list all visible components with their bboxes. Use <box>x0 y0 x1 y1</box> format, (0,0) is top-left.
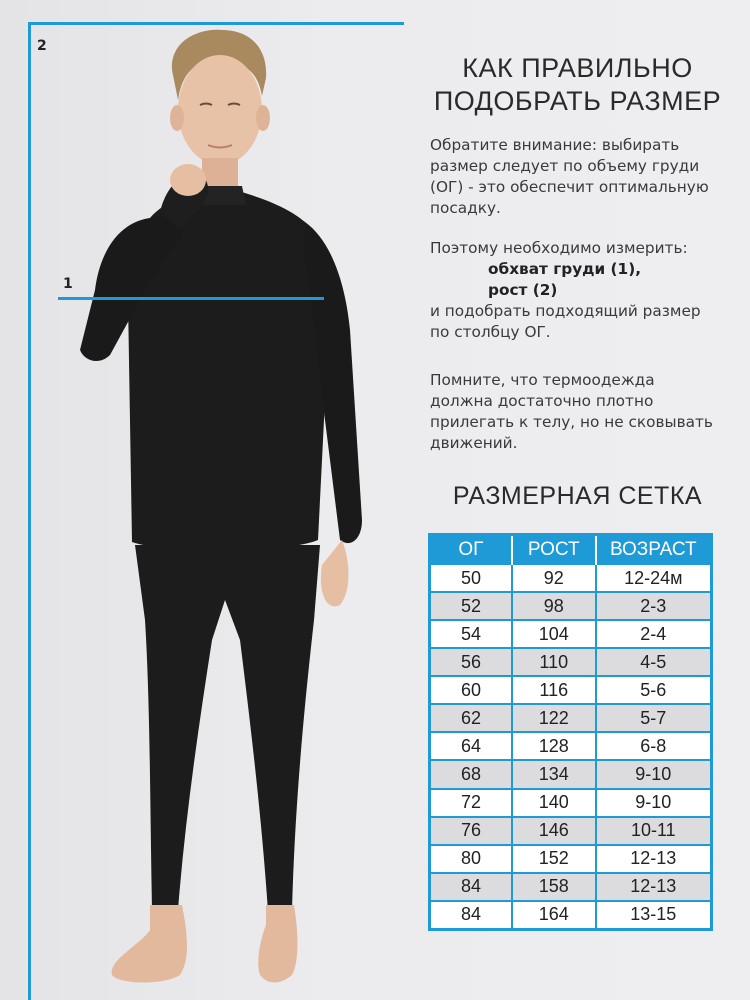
chest-cell: 72 <box>431 789 512 817</box>
table-row <box>431 901 710 928</box>
table-row <box>431 592 710 620</box>
intro-line: посадку. <box>430 199 501 217</box>
reminder-line: прилегать к телу, но не сковывать <box>430 413 713 431</box>
height-measure-item: рост (2) <box>488 281 558 299</box>
column-header-chest: ОГ <box>431 536 512 564</box>
height-cell: 134 <box>512 760 596 788</box>
height-cell: 140 <box>512 789 596 817</box>
height-cell: 128 <box>512 732 596 760</box>
reminder-line: движений. <box>430 434 518 452</box>
table-row <box>431 676 710 704</box>
age-cell: 10-11 <box>596 817 710 845</box>
height-cell: 146 <box>512 817 596 845</box>
size-chart-table <box>428 533 713 931</box>
table-row <box>431 845 710 873</box>
measure-paragraph <box>430 238 740 343</box>
reminder-line: должна достаточно плотно <box>430 392 654 410</box>
chest-cell: 50 <box>431 564 512 592</box>
chest-cell: 56 <box>431 648 512 676</box>
measure-line: Поэтому необходимо измерить: <box>430 239 688 257</box>
table-header-row <box>431 536 710 564</box>
size-chart-title: РАЗМЕРНАЯ СЕТКА <box>452 482 703 510</box>
page-title <box>410 52 745 118</box>
chest-cell: 62 <box>431 704 512 732</box>
height-cell: 164 <box>512 901 596 928</box>
chest-cell: 52 <box>431 592 512 620</box>
age-cell: 12-13 <box>596 845 710 873</box>
intro-paragraph <box>430 135 740 219</box>
height-cell: 92 <box>512 564 596 592</box>
age-cell: 9-10 <box>596 789 710 817</box>
height-measure-line <box>28 22 31 1000</box>
reminder-line: Помните, что термоодежда <box>430 371 655 389</box>
chest-marker-label: 1 <box>63 276 73 292</box>
height-cell: 110 <box>512 648 596 676</box>
chest-cell: 68 <box>431 760 512 788</box>
height-marker-label: 2 <box>37 38 47 54</box>
chest-cell: 84 <box>431 873 512 901</box>
height-cell: 98 <box>512 592 596 620</box>
column-header-age: ВОЗРАСТ <box>596 536 710 564</box>
chest-cell: 60 <box>431 676 512 704</box>
intro-line: размер следует по объему груди <box>430 157 700 175</box>
age-cell: 5-7 <box>596 704 710 732</box>
page-title-line2: ПОДОБРАТЬ РАЗМЕР <box>433 86 722 116</box>
chest-cell: 64 <box>431 732 512 760</box>
table-row <box>431 704 710 732</box>
age-cell: 6-8 <box>596 732 710 760</box>
page-title-line1: КАК ПРАВИЛЬНО <box>462 53 693 83</box>
model-photo <box>60 20 390 1000</box>
height-cell: 158 <box>512 873 596 901</box>
height-cell: 116 <box>512 676 596 704</box>
chest-measure-line <box>58 297 324 300</box>
measure-line: по столбцу ОГ. <box>430 323 551 341</box>
table-row <box>431 789 710 817</box>
chest-cell: 76 <box>431 817 512 845</box>
column-header-height: РОСТ <box>512 536 596 564</box>
table-row <box>431 760 710 788</box>
table-row <box>431 620 710 648</box>
chest-cell: 80 <box>431 845 512 873</box>
table-row <box>431 648 710 676</box>
reminder-paragraph <box>430 370 740 454</box>
age-cell: 12-24м <box>596 564 710 592</box>
table-row <box>431 564 710 592</box>
table-row <box>431 732 710 760</box>
intro-line: (ОГ) - это обеспечит оптимальную <box>430 178 709 196</box>
height-cell: 104 <box>512 620 596 648</box>
age-cell: 13-15 <box>596 901 710 928</box>
measure-line: и подобрать подходящий размер <box>430 302 701 320</box>
height-cell: 122 <box>512 704 596 732</box>
chest-cell: 84 <box>431 901 512 928</box>
age-cell: 2-3 <box>596 592 710 620</box>
chest-cell: 54 <box>431 620 512 648</box>
table-row <box>431 817 710 845</box>
height-cell: 152 <box>512 845 596 873</box>
age-cell: 9-10 <box>596 760 710 788</box>
chest-measure-item: обхват груди (1), <box>488 260 641 278</box>
age-cell: 4-5 <box>596 648 710 676</box>
age-cell: 12-13 <box>596 873 710 901</box>
age-cell: 2-4 <box>596 620 710 648</box>
age-cell: 5-6 <box>596 676 710 704</box>
table-row <box>431 873 710 901</box>
intro-line: Обратите внимание: выбирать <box>430 136 680 154</box>
